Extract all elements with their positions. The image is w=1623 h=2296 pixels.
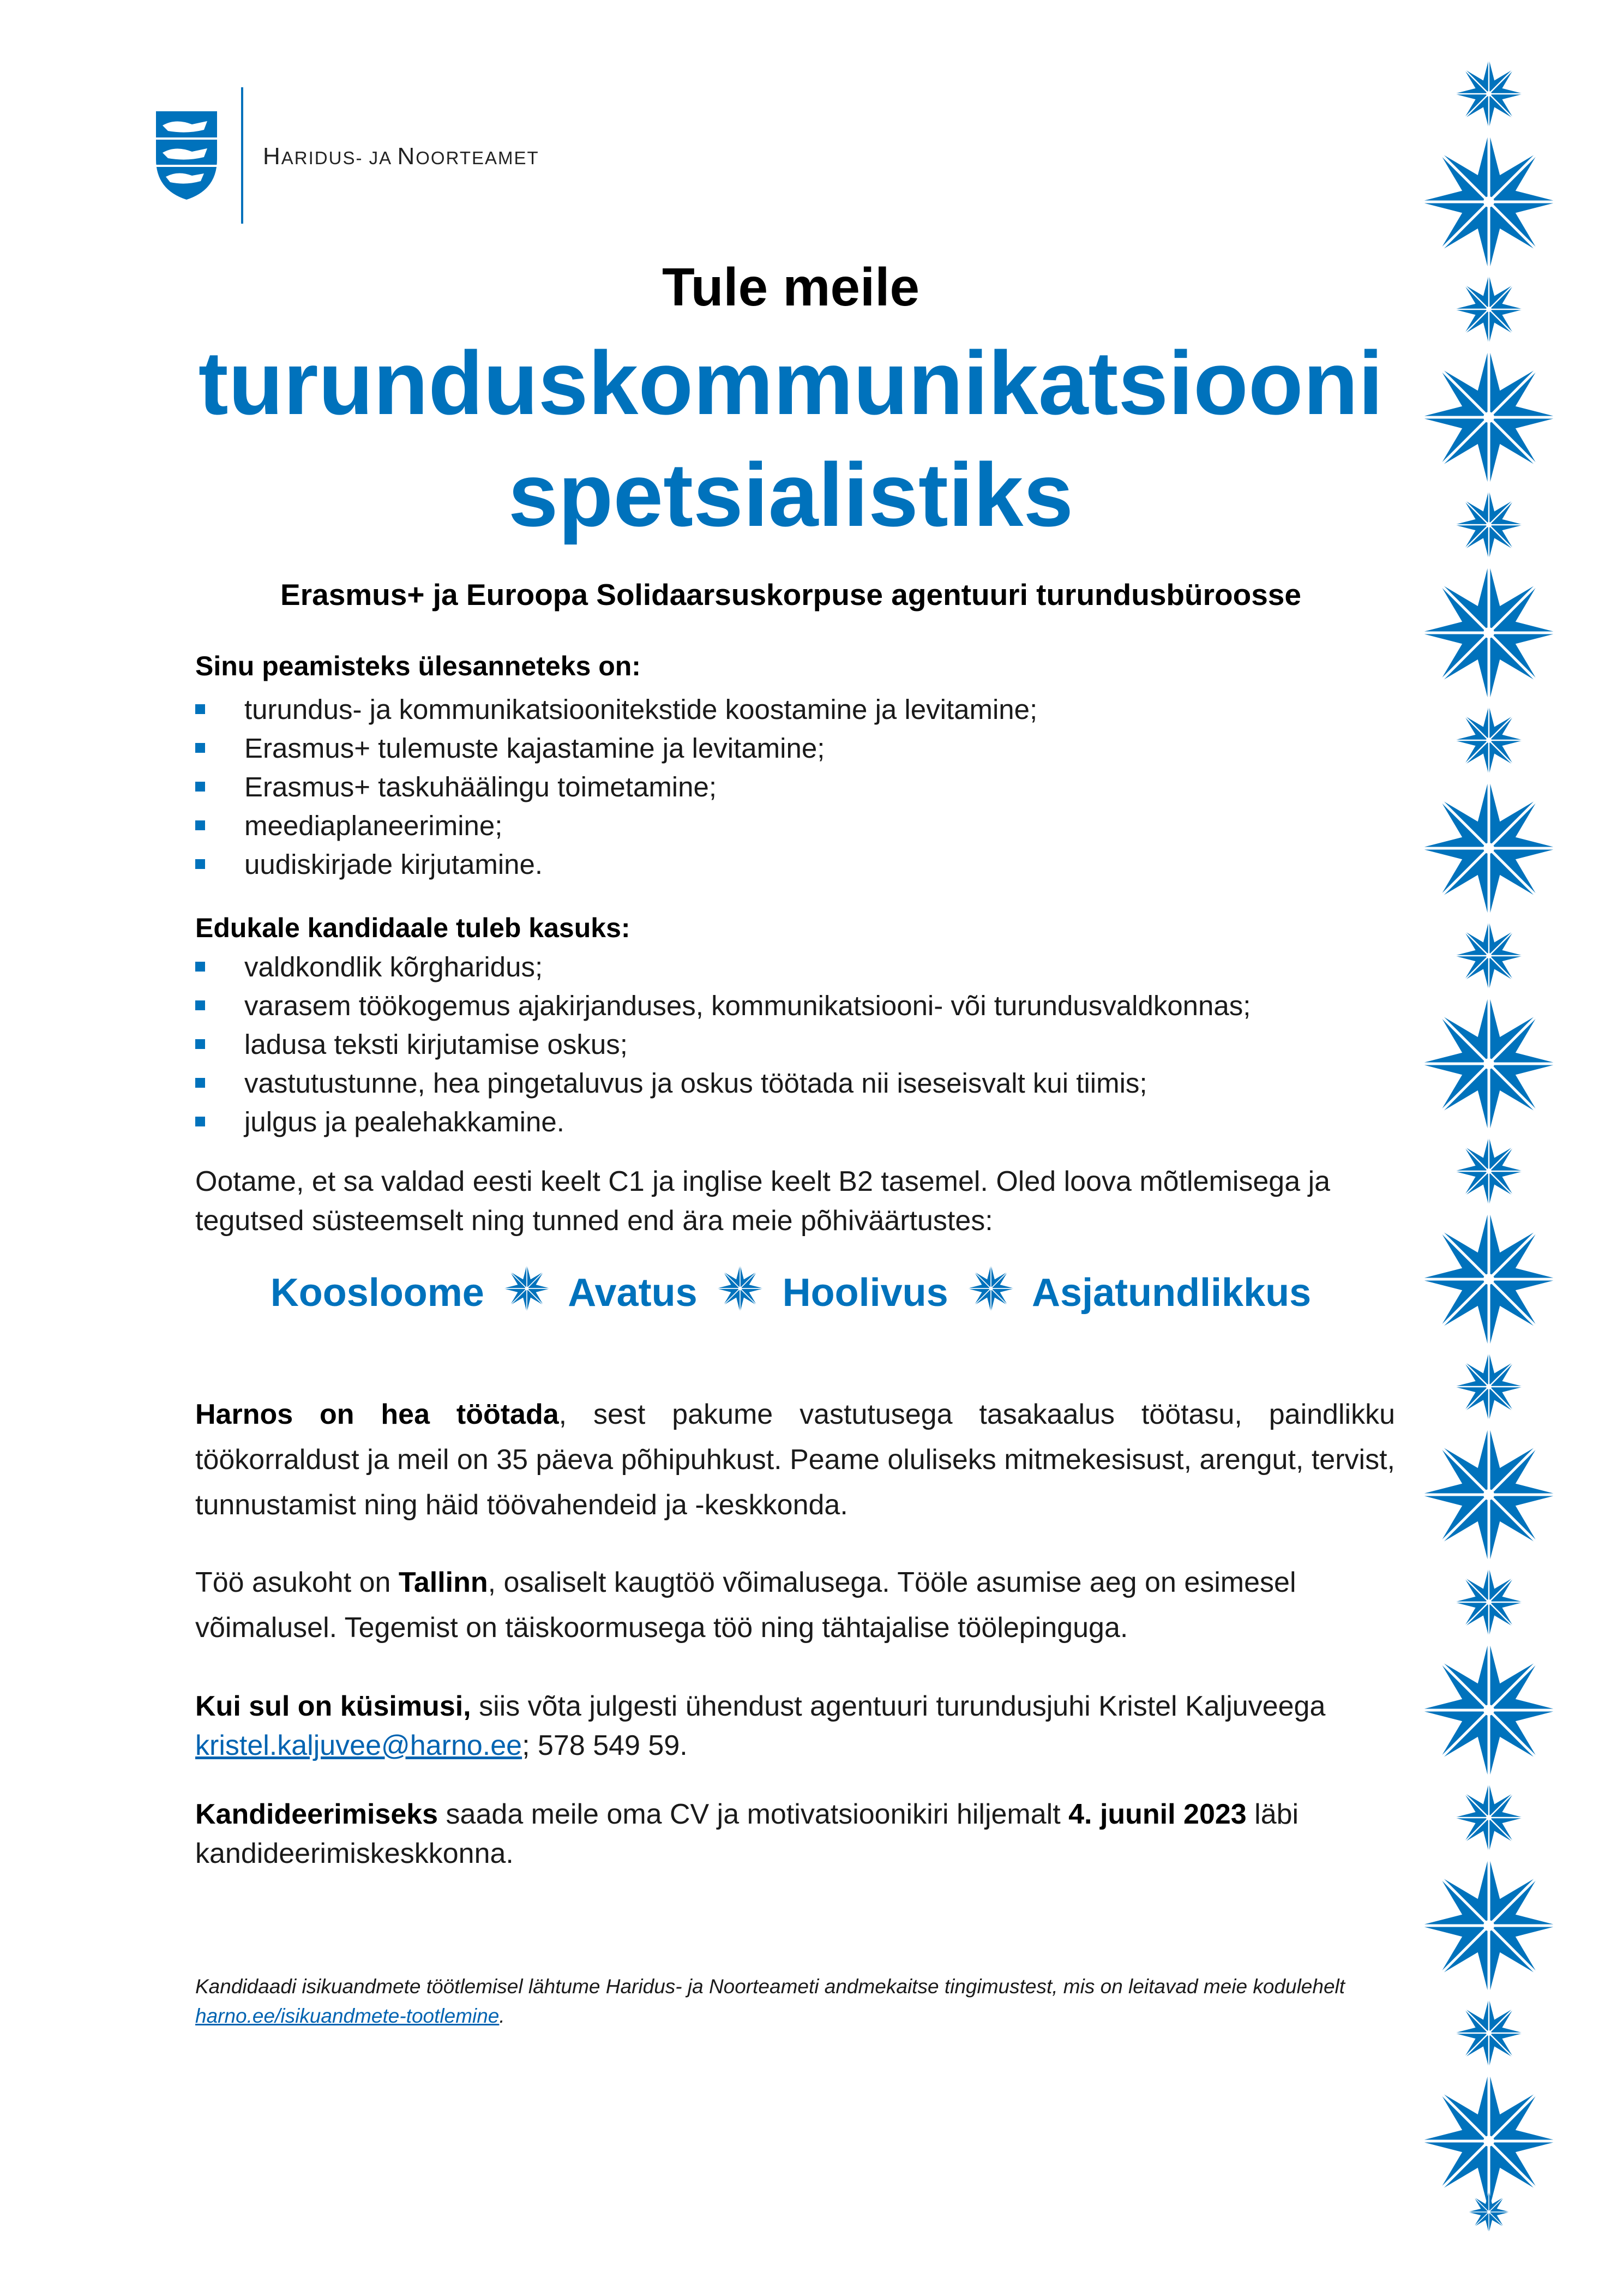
list-item: meediaplaneerimine; [195, 806, 1037, 845]
contact-lead: Kui sul on küsimusi, [195, 1690, 471, 1722]
list-item: uudiskirjade kirjutamine. [195, 845, 1037, 884]
tasks-list [195, 690, 1037, 884]
list-item: ladusa teksti kirjutamise oskus; [195, 1025, 1251, 1064]
job-title-line-2: spetsialistiks [508, 445, 1074, 545]
location-paragraph: Töö asukoht on Tallinn, osaliselt kaugtöö võimalusega. Tööle asumise aeg on esimesel võimalusel. Tegemist on täiskoormusega töö ning tähtajalise töölepinguga. [195, 1567, 1296, 1644]
qualifications-heading: Edukale kandidaale tuleb kasuks: [195, 913, 630, 943]
apply-deadline: 4. juunil 2023 [1068, 1799, 1247, 1830]
apply-paragraph: Kandideerimiseks saada meile oma CV ja motivatsioonikiri hiljemalt 4. juunil 2023 läbi kandideerimiskeskkonna. [195, 1799, 1299, 1869]
header-intro: Tule meile [662, 257, 919, 317]
location-city: Tallinn [398, 1567, 488, 1598]
tasks-heading: Sinu peamisteks ülesanneteks on: [195, 651, 641, 681]
list-item: valdkondlik kõrgharidus; [195, 948, 1251, 986]
privacy-link[interactable]: harno.ee/isikuandmete-tootlemine [195, 2005, 500, 2027]
decorative-star-border [1412, 60, 1565, 2231]
list-item: Erasmus+ taskuhäälingu toimetamine; [195, 768, 1037, 806]
contact-paragraph: Kui sul on küsimusi, siis võta julgesti ühendust agentuuri turundusjuhi Kristel Kaljuveega kristel.kaljuvee@harno.ee; 578 549 59. [195, 1690, 1326, 1761]
list-item: julgus ja pealehakkamine. [195, 1102, 1251, 1141]
benefits-paragraph: Harnos on hea töötada, sest pakume vastutusega tasakaalus töötasu, paindlikku töökorraldust ja meil on 35 päeva põhipuhkust. Peame oluliseks mitmekesisust, arengut, tervist, tunnustamist ning häid töövahendeid ja -keskkonda. [195, 1399, 1395, 1521]
core-values [191, 1264, 1391, 1315]
job-title [191, 327, 1391, 551]
job-title-line-1: turunduskommunikatsiooni [198, 333, 1384, 433]
small-star-icon [716, 1264, 764, 1312]
value-label: Hoolivus [782, 1271, 948, 1315]
apply-lead: Kandideerimiseks [195, 1799, 438, 1830]
contact-email-link[interactable]: kristel.kaljuvee@harno.ee [195, 1730, 522, 1761]
department-subtitle: Erasmus+ ja Euroopa Solidaarsuskorpuse agentuuri turundusbüroosse [280, 578, 1301, 612]
language-requirements: Ootame, et sa valdad eesti keelt C1 ja inglise keelt B2 tasemel. Oled loova mõtlemisega ja tegutsed süsteemselt ning tunned end ära meie põhiväärtustes: [195, 1166, 1331, 1237]
benefits-lead: Harnos on hea töötada [195, 1399, 559, 1430]
small-star-icon [503, 1264, 551, 1312]
organization-name: HARIDUS- JA NOORTEAMET [263, 143, 539, 170]
logo-divider [241, 87, 243, 224]
value-label: Asjatundlikkus [1032, 1271, 1312, 1315]
value-label: Avatus [568, 1271, 698, 1315]
list-item: vastutustunne, hea pingetaluvus ja oskus töötada nii iseseisvalt kui tiimis; [195, 1064, 1251, 1102]
contact-phone: ; 578 549 59. [522, 1730, 688, 1761]
list-item: turundus- ja kommunikatsioonitekstide koostamine ja levitamine; [195, 690, 1037, 729]
qualifications-list [195, 948, 1251, 1141]
value-label: Koosloome [270, 1271, 484, 1315]
list-item: Erasmus+ tulemuste kajastamine ja levitamine; [195, 729, 1037, 768]
organization-logo [154, 109, 557, 224]
coat-of-arms-icon [154, 109, 219, 202]
privacy-note: Kandidaadi isikuandmete töötlemisel lähtume Haridus- ja Noorteameti andmekaitse tingimustest, mis on leitavad meie kodulehelt harno.ee/isikuandmete-tootlemine. [195, 1975, 1345, 2027]
list-item: varasem töökogemus ajakirjanduses, kommunikatsiooni- või turundusvaldkonnas; [195, 986, 1251, 1025]
small-star-icon [967, 1264, 1015, 1312]
